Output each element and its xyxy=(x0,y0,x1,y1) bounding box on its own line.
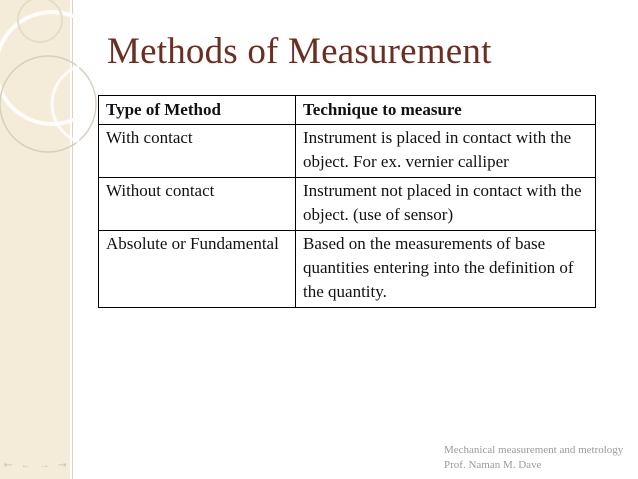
method-type-cell: With contact xyxy=(99,125,296,178)
slide-nav xyxy=(4,460,72,471)
technique-cell: Instrument is placed in contact with the object. For ex. vernier calliper xyxy=(296,125,596,178)
methods-table xyxy=(98,95,596,308)
nav-first-icon[interactable]: ⇤ xyxy=(4,460,13,471)
method-type-cell: Absolute or Fundamental xyxy=(99,231,296,308)
footer-author: Prof. Naman M. Dave xyxy=(444,459,542,471)
technique-cell: Based on the measurements of base quantities entering into the definition of the quantity. xyxy=(296,231,596,308)
slide-footer xyxy=(444,443,623,473)
slide-title: Methods of Measurement xyxy=(107,31,492,72)
column-header-technique: Technique to measure xyxy=(296,96,596,125)
table-row xyxy=(99,125,596,178)
column-header-type: Type of Method xyxy=(99,96,296,125)
method-type-cell: Without contact xyxy=(99,178,296,231)
table-row xyxy=(99,178,596,231)
nav-last-icon[interactable]: ⇥ xyxy=(57,460,67,471)
footer-course: Mechanical measurement and metrology xyxy=(444,444,624,456)
nav-prev-icon[interactable]: ← xyxy=(20,460,31,471)
nav-next-icon[interactable]: → xyxy=(39,460,50,471)
table-header-row xyxy=(99,96,596,125)
technique-cell: Instrument not placed in contact with the object. (use of sensor) xyxy=(296,178,596,231)
table-row xyxy=(99,231,596,308)
